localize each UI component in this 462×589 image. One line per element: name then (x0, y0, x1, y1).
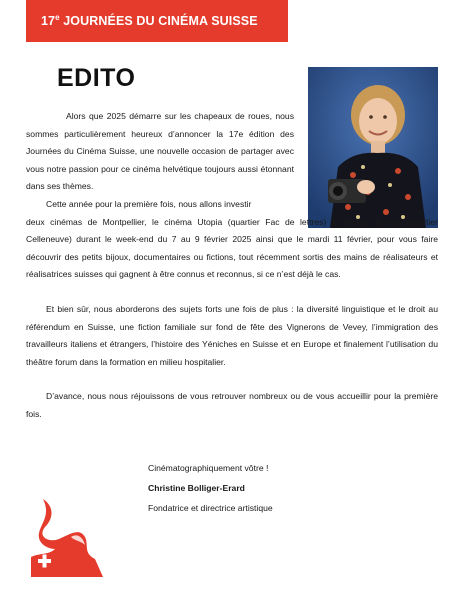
paragraph-venues: deux cinémas de Montpellier, le cinéma Utopia (quartier Fac de lettres) et Nestor Burma (quartier Celleneuve) durant le week-end du 7 au 9 février 2025 ainsi que le mardi 11 février, pour vous faire découvrir des petits bijoux, documentaires ou fictions, tout récemment sortis des mains de réalisateurs et réalisatrices suisses qui gagnent à être connus et reconnus, si ce n’est déjà le cas. (26, 216, 438, 280)
signature-role: Fondatrice et directrice artistique (148, 503, 273, 513)
paragraph-venues-start: Cette année pour la première fois, nous allons investir (46, 198, 252, 209)
signature-block (148, 458, 273, 518)
paragraph-topics: Et bien sûr, nous aborderons des sujets forts une fois de plus : la diversité linguistique et le droit au référendum en Suisse, une fiction familiale sur fond de fête des Vignerons de Vevey, l’immigration des travailleurs italiens et étrangers, l’histoire des Yéniches en Suisse et en Europe et finalement l’utilisation du théâtre forum dans la formation en milieu hospitalier. (26, 303, 438, 367)
paragraph-closing: D’avance, nous nous réjouissons de vous retrouver nombreux ou de vous accueillir pour la première fois. (26, 391, 438, 419)
header-banner (26, 0, 288, 42)
edito-body (26, 108, 438, 424)
signature-closing: Cinématographiquement vôtre ! (148, 463, 269, 473)
page-title: EDITO (57, 64, 136, 92)
paragraph-intro: Alors que 2025 démarre sur les chapeaux de roues, nous sommes particulièrement heureux d’annoncer la 17e édition des Journées du Cinéma Suisse, une nouvelle occasion de partager avec vous notre passion pour ce cinéma helvétique toujours aussi étonnant dans ses thèmes. (26, 111, 294, 192)
swiss-cross-ribbon-logo-icon (25, 497, 105, 579)
signature-name: Christine Bolliger-Erard (148, 483, 245, 493)
banner-title: 17e JOURNÉES DU CINÉMA SUISSE (41, 13, 258, 29)
